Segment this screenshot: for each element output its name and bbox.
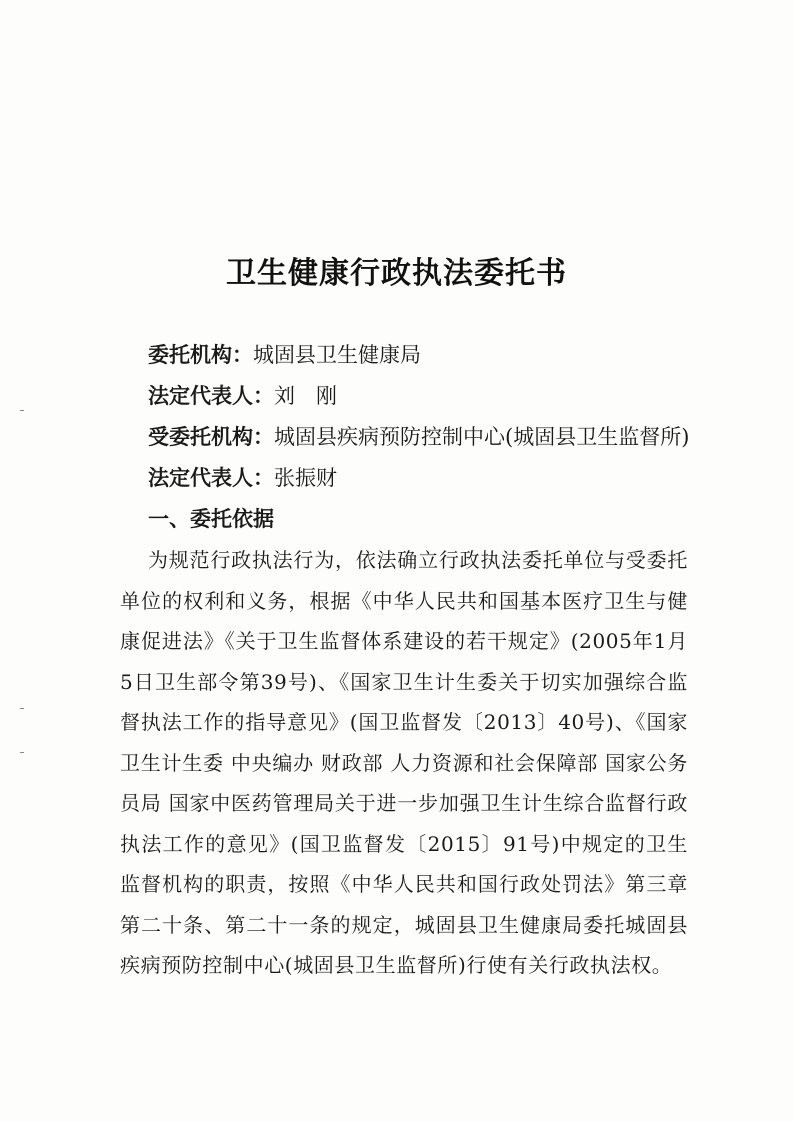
field-entrusting-agency xyxy=(148,340,421,370)
field-label: 受委托机构： xyxy=(148,425,274,449)
document-title: 卫生健康行政执法委托书 xyxy=(226,256,567,291)
field-entrusted-agency xyxy=(148,422,689,452)
scan-margin-mark xyxy=(20,410,24,411)
field-legal-representative-2 xyxy=(148,463,337,493)
field-value: 刘 刚 xyxy=(274,384,337,408)
field-value: 张振财 xyxy=(274,466,337,490)
scan-margin-mark xyxy=(20,752,24,753)
section-heading: 一、委托依据 xyxy=(148,507,274,531)
field-legal-representative xyxy=(148,381,337,411)
field-value: 城固县卫生健康局 xyxy=(253,343,421,367)
field-label: 法定代表人： xyxy=(148,466,274,490)
field-label: 法定代表人： xyxy=(148,384,274,408)
field-value: 城固县疾病预防控制中心(城固县卫生监督所) xyxy=(274,425,690,449)
field-label: 委托机构： xyxy=(148,343,253,367)
scan-margin-mark xyxy=(20,708,24,709)
body-paragraph: 为规范行政执法行为，依法确立行政执法委托单位与受委托单位的权利和义务，根据《中华人民共和国基本医疗卫生与健康促进法》《关于卫生监督体系建设的若干规定》(2005年1月5日卫生部令第39号)、《国家卫生计生委关于切实加强综合监督执法工作的指导意见》(国卫监督发〔2013〕40号)、《国家卫生计生委 中央编办 财政部 人力资源和社会保障部 国家公务员局 国家中医药管理局关于进一步加强卫生计生综合监督行政执法工作的意见》(国卫监督发〔2015〕91号)中规定的卫生监督机构的职责，按照《中华人民共和国行政处罚法》第三章第二十条、第二十一条的规定，城固县卫生健康局委托城固县疾病预防控制中心(城固县卫生监督所)行使有关行政执法权。 xyxy=(120,548,688,977)
